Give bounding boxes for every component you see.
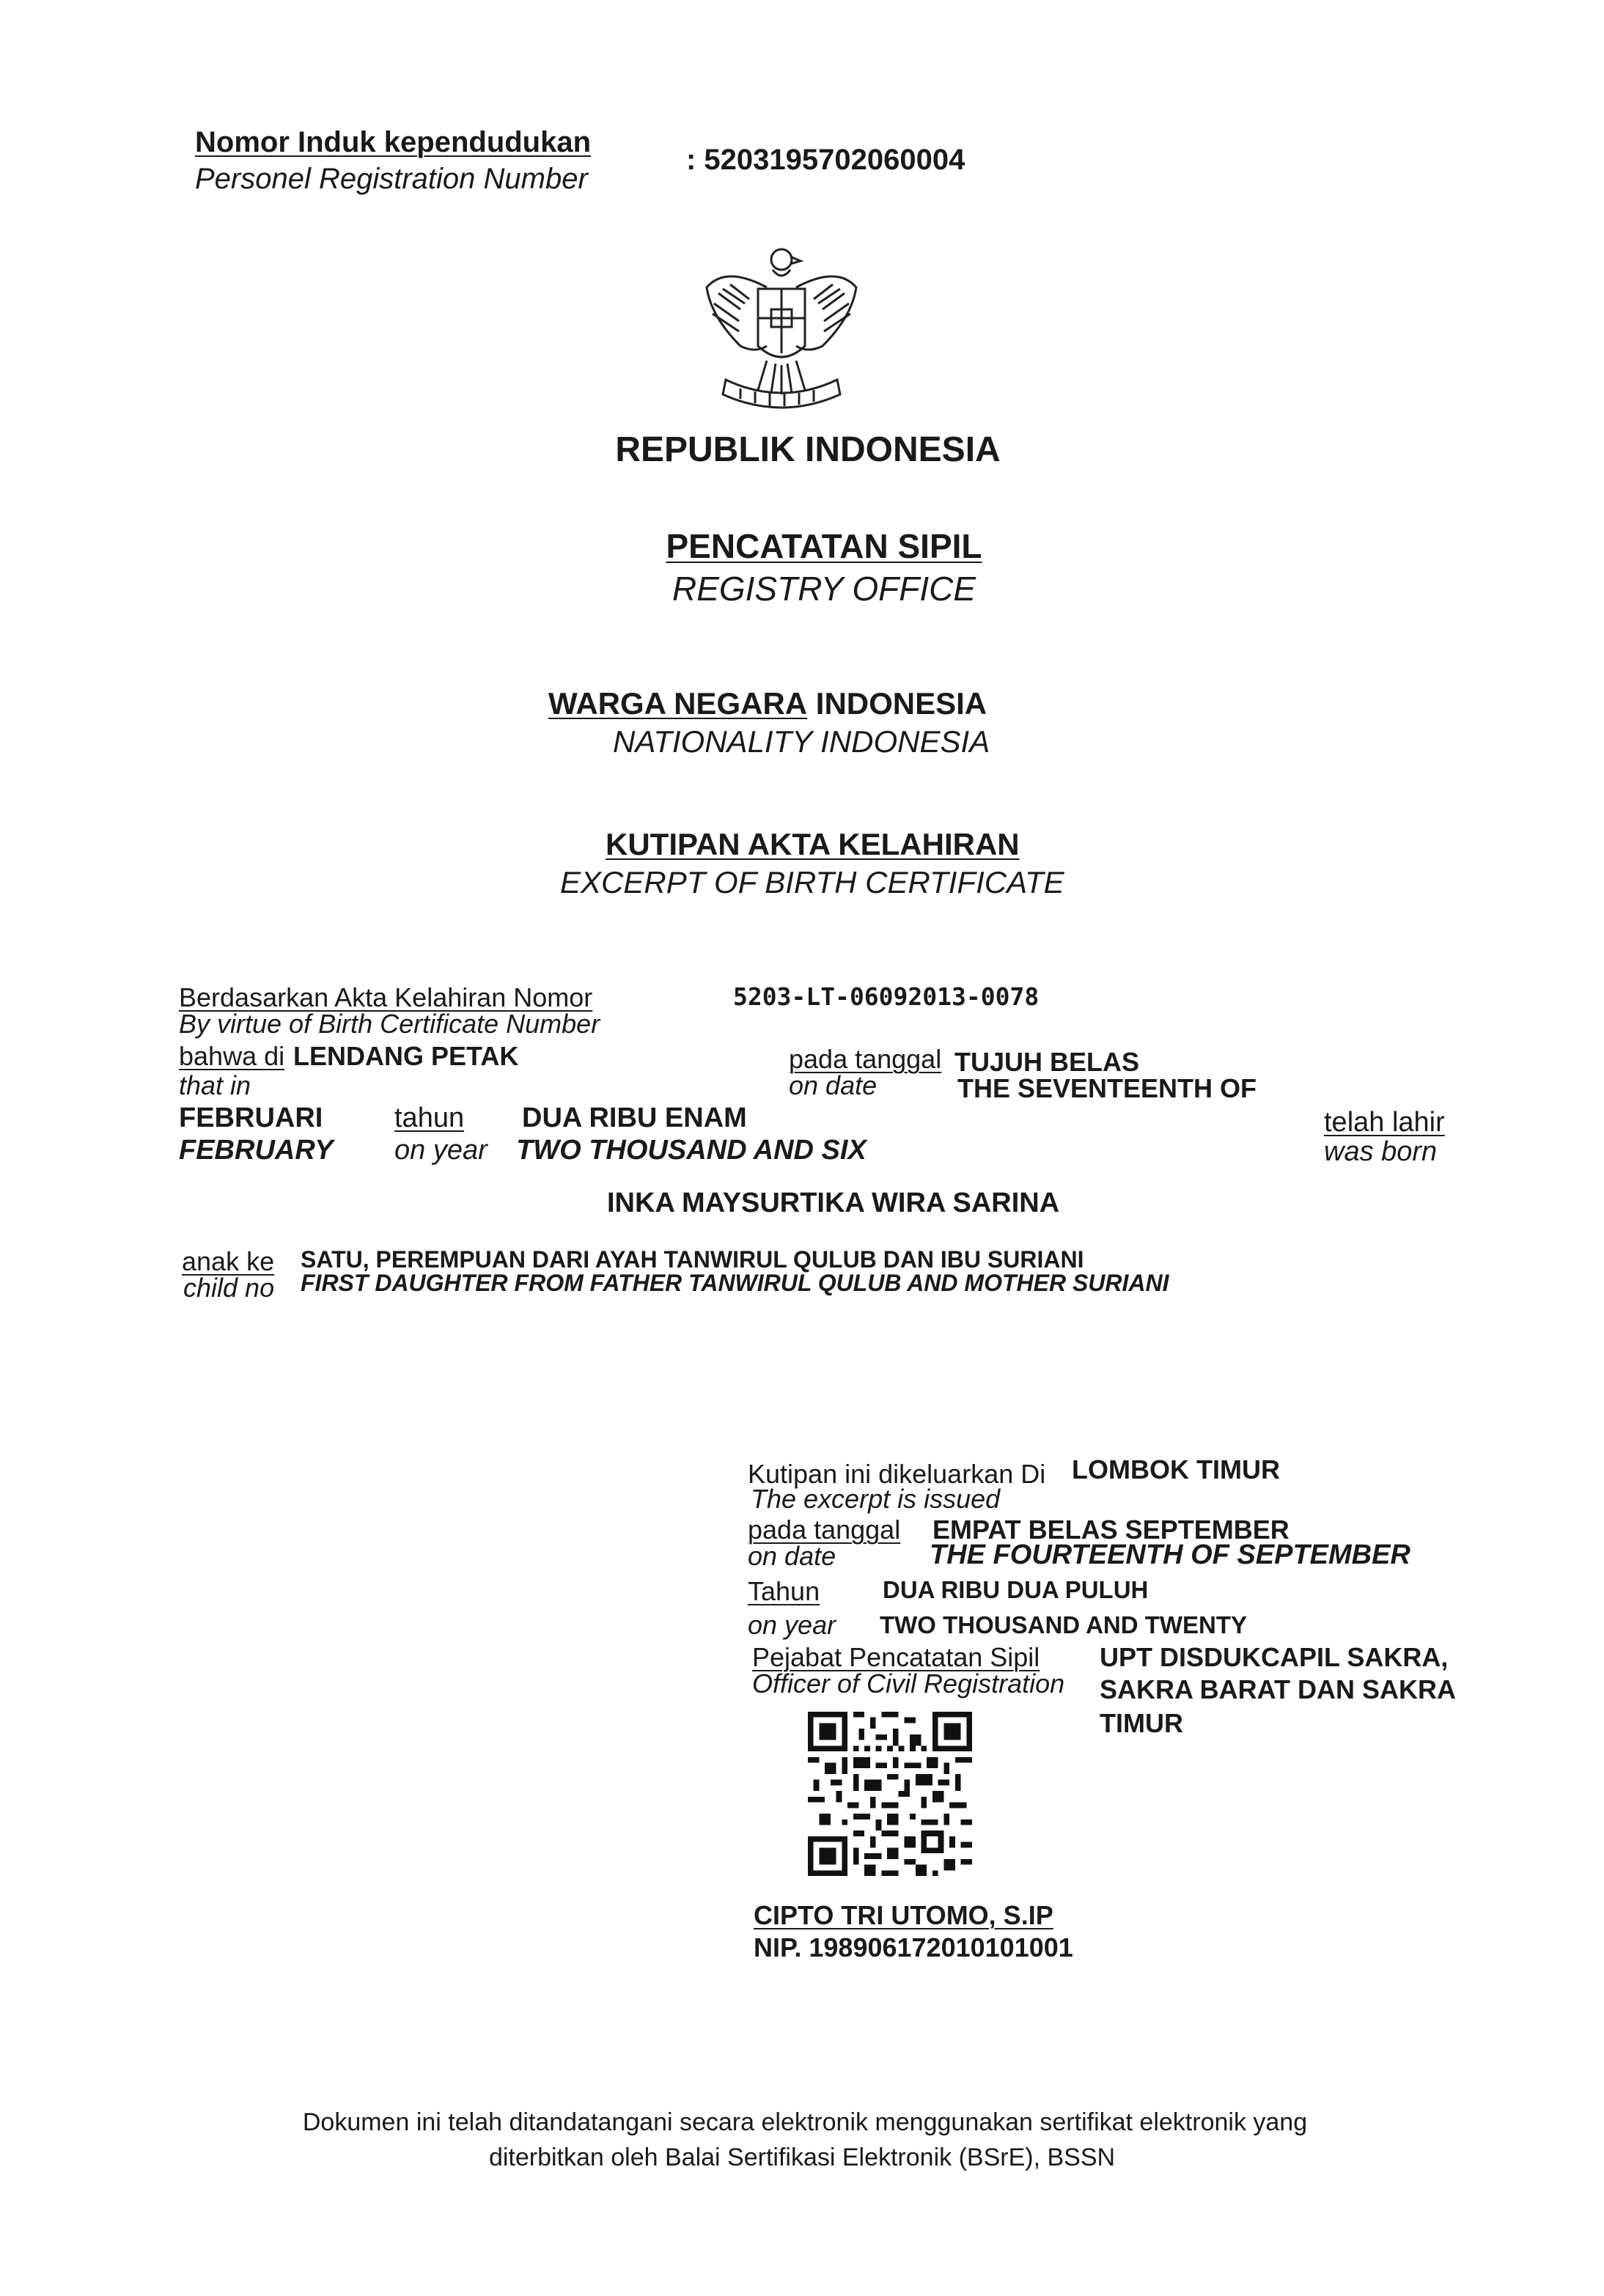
document-title-en: EXCERPT OF BIRTH CERTIFICATE <box>560 865 1064 899</box>
issue-year-label-en: on year <box>748 1610 836 1640</box>
child-no-label: anak ke <box>182 1246 275 1276</box>
nik-value: : 5203195702060004 <box>686 144 965 176</box>
place-value: LENDANG PETAK <box>293 1041 519 1071</box>
issue-year-value: DUA RIBU DUA PULUH <box>883 1576 1149 1603</box>
nationality: NATIONALITY INDONESIA <box>613 724 990 759</box>
garuda-emblem-icon <box>696 236 867 424</box>
office-title-en: REGISTRY OFFICE <box>672 570 976 608</box>
child-no-value-en: FIRST DAUGHTER FROM FATHER TANWIRUL QULUB AND MOTHER SURIANI <box>301 1270 1169 1296</box>
child-no-value: SATU, PEREMPUAN DARI AYAH TANWIRUL QULUB DAN IBU SURIANI <box>301 1246 1084 1273</box>
birth-year-label-en: on year <box>394 1135 488 1166</box>
birth-year-value-en: TWO THOUSAND AND SIX <box>516 1135 867 1166</box>
nik-label: Nomor Induk kependudukan <box>195 126 592 158</box>
issue-year-label: Tahun <box>748 1576 820 1606</box>
birth-date-value: TUJUH BELAS <box>954 1047 1140 1077</box>
place-label: bahwa di <box>179 1041 285 1071</box>
issue-date-value-en: THE FOURTEENTH OF SEPTEMBER <box>930 1539 1410 1570</box>
issue-date-value: EMPAT BELAS SEPTEMBER <box>932 1515 1290 1545</box>
citizenship-line <box>548 686 987 721</box>
footer-line1: Dokumen ini telah ditandatangani secara elektronik menggunakan sertifikat elektronik yang <box>302 2108 1308 2136</box>
officer-office-line3: TIMUR <box>1100 1708 1183 1738</box>
officer-label-en: Officer of Civil Registration <box>752 1668 1065 1699</box>
officer-label: Pejabat Pencatatan Sipil <box>752 1642 1040 1672</box>
issued-label-en: The excerpt is issued <box>751 1484 1001 1514</box>
citizen-label: WARGA NEGARA <box>548 686 808 721</box>
issue-date-label-en: on date <box>748 1541 836 1571</box>
cert-number: 5203-LT-06092013-0078 <box>733 982 1040 1011</box>
birth-date-label-en: on date <box>789 1070 878 1100</box>
issue-date-label: pada tanggal <box>748 1515 901 1545</box>
born-label: telah lahir <box>1324 1107 1445 1138</box>
officer-nip: NIP. 198906172010101001 <box>754 1932 1073 1962</box>
birth-date-value-en: THE SEVENTEENTH OF <box>957 1073 1257 1103</box>
nik-label-en: Personel Registration Number <box>195 163 588 195</box>
republic-title: REPUBLIK INDONESIA <box>615 430 1001 469</box>
birth-month-en: FEBRUARY <box>179 1135 334 1166</box>
cert-number-label: Berdasarkan Akta Kelahiran Nomor <box>179 982 593 1012</box>
cert-number-label-en: By virtue of Birth Certificate Number <box>179 1009 600 1039</box>
child-no-label-en: child no <box>183 1273 275 1303</box>
place-label-en: that in <box>179 1070 251 1100</box>
issued-place: LOMBOK TIMUR <box>1072 1454 1280 1484</box>
birth-date-label: pada tanggal <box>789 1044 942 1074</box>
born-label-en: was born <box>1324 1136 1438 1167</box>
footer-line2: diterbitkan oleh Balai Sertifikasi Elektronik (BSrE), BSSN <box>488 2144 1116 2171</box>
office-title: PENCATATAN SIPIL <box>666 527 982 565</box>
qr-code-icon <box>808 1710 972 1878</box>
officer-office-line2: SAKRA BARAT DAN SAKRA <box>1100 1674 1456 1704</box>
child-name: INKA MAYSURTIKA WIRA SARINA <box>607 1188 1060 1218</box>
issued-label: Kutipan ini dikeluarkan Di <box>748 1459 1046 1489</box>
birth-year-label: tahun <box>394 1103 465 1133</box>
officer-name: CIPTO TRI UTOMO, S.IP <box>754 1900 1053 1930</box>
officer-office-line1: UPT DISDUKCAPIL SAKRA, <box>1100 1642 1449 1672</box>
document-title: KUTIPAN AKTA KELAHIRAN <box>606 827 1020 861</box>
citizen-value: INDONESIA <box>815 686 987 721</box>
birth-year-value: DUA RIBU ENAM <box>522 1103 747 1133</box>
birth-month: FEBRUARI <box>179 1103 323 1133</box>
issue-year-value-en: TWO THOUSAND AND TWENTY <box>880 1611 1248 1638</box>
